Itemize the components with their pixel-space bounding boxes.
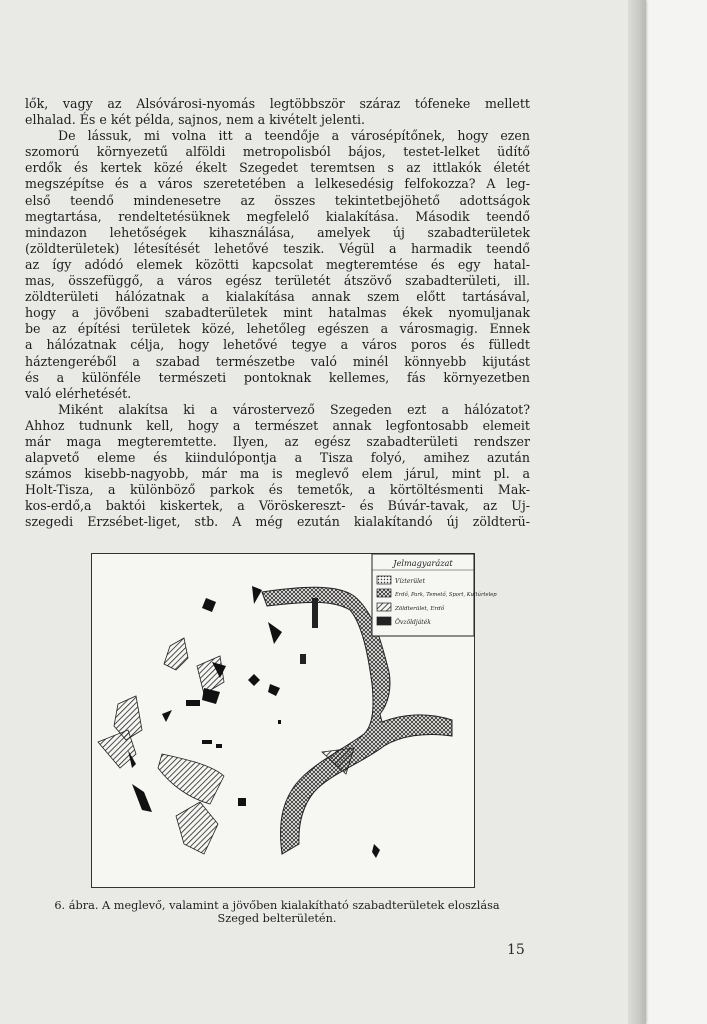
text-line: a hálózatnak célja, hogy lehetővé tegye a város poros és fülledt xyxy=(25,337,530,353)
green-wedge xyxy=(98,730,136,768)
park-block xyxy=(162,710,172,722)
text-line: mindazon lehetőségek kihasználása, amelyek új szabadterületek xyxy=(25,224,530,240)
caption-line: Szeged belterületén. xyxy=(217,911,337,925)
green-wedge xyxy=(176,802,218,854)
legend-title: Jelmagyarázat xyxy=(393,558,453,568)
park-block xyxy=(202,598,216,612)
text-line: lők, vagy az Alsóvárosi-nyomás legtöbbször száraz tófeneke mellett xyxy=(25,96,530,111)
text-line: kos-erdő,a baktói kiskertek, a Vöröskereszt- és Búvár-tavak, az Uj- xyxy=(25,498,530,514)
text-line: megtartása, rendeltetésüknek megfelelő kialakítása. Második teendő xyxy=(25,208,530,224)
park-block xyxy=(252,586,262,604)
legend-label: Erdő, Park, Temető, Sport, Kultúrtelep xyxy=(395,592,497,598)
text-line: már maga megteremtette. Ilyen, az egész szabadterületi rendszer xyxy=(25,433,530,449)
text-line: hogy a jövőbeni szabadterületek mint hatalmas ékek nyomuljanak xyxy=(25,305,530,321)
page-number: 15 xyxy=(507,942,525,958)
text-line: szomorú környezetű alföldi metropolisból bájos, testet-lelket üdítő xyxy=(25,144,530,160)
park-block xyxy=(312,598,318,628)
text-line: az így adódó elemek közötti kapcsolat megteremtése és egy hatal- xyxy=(25,256,530,272)
park-block xyxy=(268,684,280,696)
text-line: De lássuk, mi volna itt a teendője a városépítőnek, hogy ezen xyxy=(58,128,530,144)
park-block xyxy=(248,674,260,686)
text-line: Miként alakítsa ki a várostervező Szegeden ezt a hálózatot? xyxy=(58,401,530,417)
figure-caption xyxy=(24,900,530,926)
park-block xyxy=(202,740,212,744)
map-figure xyxy=(91,553,497,888)
map-drawing xyxy=(92,554,497,887)
park-block xyxy=(132,784,152,812)
text-line: számos kisebb-nagyobb, már ma is meglevő elem járul, mint pl. a xyxy=(25,466,530,482)
text-line: Ahhoz tudnunk kell, hogy a természet annak legfontosabb elemeit xyxy=(25,417,530,433)
text-line: alapvető eleme és kiindulópontja a Tisza folyó, amihez azután xyxy=(25,450,530,466)
park-block xyxy=(278,720,281,724)
legend-label: Vízterület xyxy=(395,578,425,585)
body-text xyxy=(25,96,530,531)
text-line: megszépítse és a város szeretetében a lelkesedésig felfokozza? A leg- xyxy=(25,176,530,192)
text-line: zöldterületi hálózatnak a kialakítása annak szem előtt tartásával, xyxy=(25,289,530,305)
green-wedge xyxy=(164,638,188,670)
park-block xyxy=(186,700,200,706)
map-legend xyxy=(372,554,497,636)
text-line: Holt-Tisza, a különböző parkok és temetők, a körtöltésmenti Mak- xyxy=(25,482,530,498)
park-block xyxy=(300,654,306,664)
text-line: háztengeréből a szabad természetbe való minél könnyebb kijutást xyxy=(25,353,530,369)
text-line: és a különféle természeti pontoknak kellemes, fás környezetben xyxy=(25,369,530,385)
text-line: mas, összefüggő, a város egész területét átszövő szabadterületi, ill. xyxy=(25,273,530,289)
park-block xyxy=(216,744,222,748)
text-line: elhalad. És e két példa, sajnos, nem a kivételt jelenti. xyxy=(25,112,366,128)
legend-label: Övzöldjáték xyxy=(395,619,431,626)
green-wedge xyxy=(158,754,224,804)
park-block xyxy=(372,844,380,858)
text-line: erdők és kertek közé ékelt Szegedet teremtsen s az ittlakók életét xyxy=(25,160,530,176)
text-line: be az építési területek közé, lehetőleg egészen a városmagig. Ennek xyxy=(25,321,530,337)
park-block xyxy=(268,622,282,644)
text-line: első teendő mindenesetre az összes tekintetbejöhető adottságok xyxy=(25,192,530,208)
legend-label: Zöldterület, Erdő xyxy=(395,606,445,612)
text-line: szegedi Erzsébet-liget, stb. A még ezután kialakítandó új zöldterü- xyxy=(25,514,530,530)
page-edge-shadow xyxy=(628,0,646,1024)
park-block xyxy=(238,798,246,806)
park-block xyxy=(202,688,220,704)
caption-line: 6. ábra. A meglevő, valamint a jövőben kialakítható szabadterületek eloszlása xyxy=(54,899,500,912)
text-line: (zöldterületek) létesítését lehetővé teszik. Végül a harmadik teendő xyxy=(25,240,530,256)
text-line: való elérhetését. xyxy=(25,385,132,401)
